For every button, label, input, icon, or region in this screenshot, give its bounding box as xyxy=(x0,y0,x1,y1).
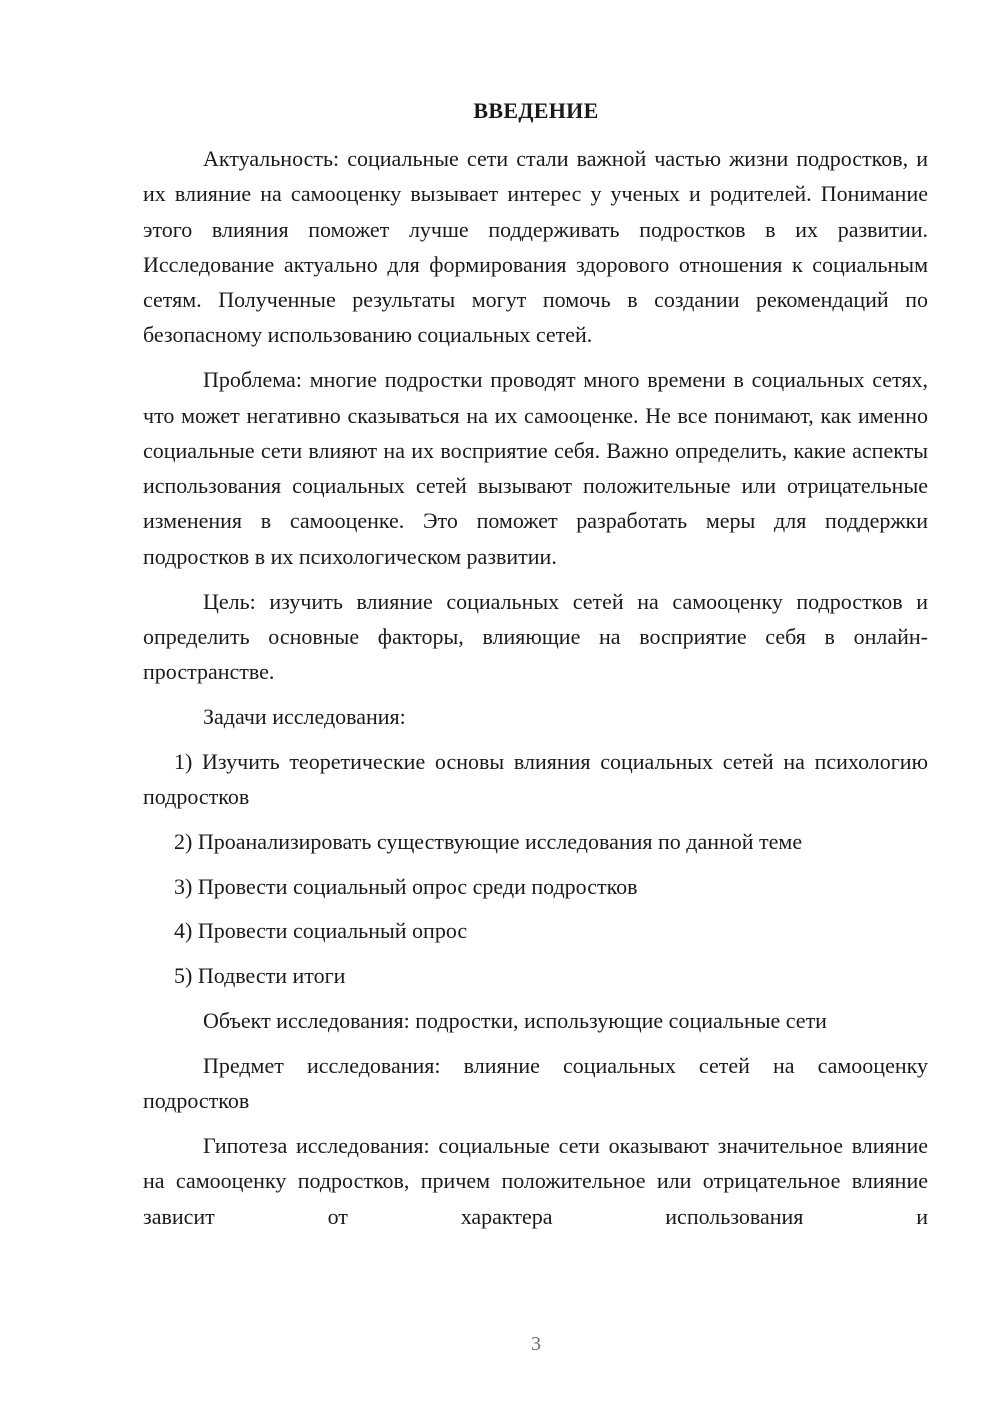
relevance-paragraph: Актуальность: социальные сети стали важной частью жизни подростков, и их влияние на самооценку вызывает интерес у ученых и родителей. Понимание этого влияния поможет лучше поддерживать подростков в их развитии. Исследование актуально для формирования здорового отношения к социальным сетям. Полученные результаты могут помочь в создании рекомендаций по безопасному использованию социальных сетей. xyxy=(143,146,928,348)
page-number: 3 xyxy=(531,1333,541,1355)
page-title: ВВЕДЕНИЕ xyxy=(473,98,599,123)
problem-paragraph: Проблема: многие подростки проводят много времени в социальных сетях, что может негативно сказываться на их самооценке. Не все понимают, как именно социальные сети влияют на их восприятие себя. Важно определить, какие аспекты использования социальных сетей вызывают положительные или отрицательные изменения в самооценке. Это поможет разработать меры для поддержки подростков в их психологическом развитии. xyxy=(143,367,928,569)
task-item: 1) Изучить теоретические основы влияния социальных сетей на психологию подростков xyxy=(143,748,928,810)
task-item: 5) Подвести итоги xyxy=(174,963,346,989)
goal-paragraph: Цель: изучить влияние социальных сетей на самооценку подростков и определить основные факторы, влияющие на восприятие себя в онлайн-пространстве. xyxy=(143,588,928,685)
hypothesis-paragraph: Гипотеза исследования: социальные сети оказывают значительное влияние на самооценку подростков, причем положительное или отрицательное влияние зависит от характера использования и xyxy=(143,1132,928,1229)
task-item: 2) Проанализировать существующие исследования по данной теме xyxy=(174,828,803,854)
document-body xyxy=(143,141,928,1234)
task-item: 3) Провести социальный опрос среди подростков xyxy=(174,873,638,899)
object-paragraph: Объект исследования: подростки, использующие социальные сети xyxy=(203,1008,827,1034)
tasks-heading: Задачи исследования: xyxy=(203,703,406,729)
subject-paragraph: Предмет исследования: влияние социальных сетей на самооценку подростков xyxy=(143,1052,928,1114)
task-item: 4) Провести социальный опрос xyxy=(174,918,468,944)
